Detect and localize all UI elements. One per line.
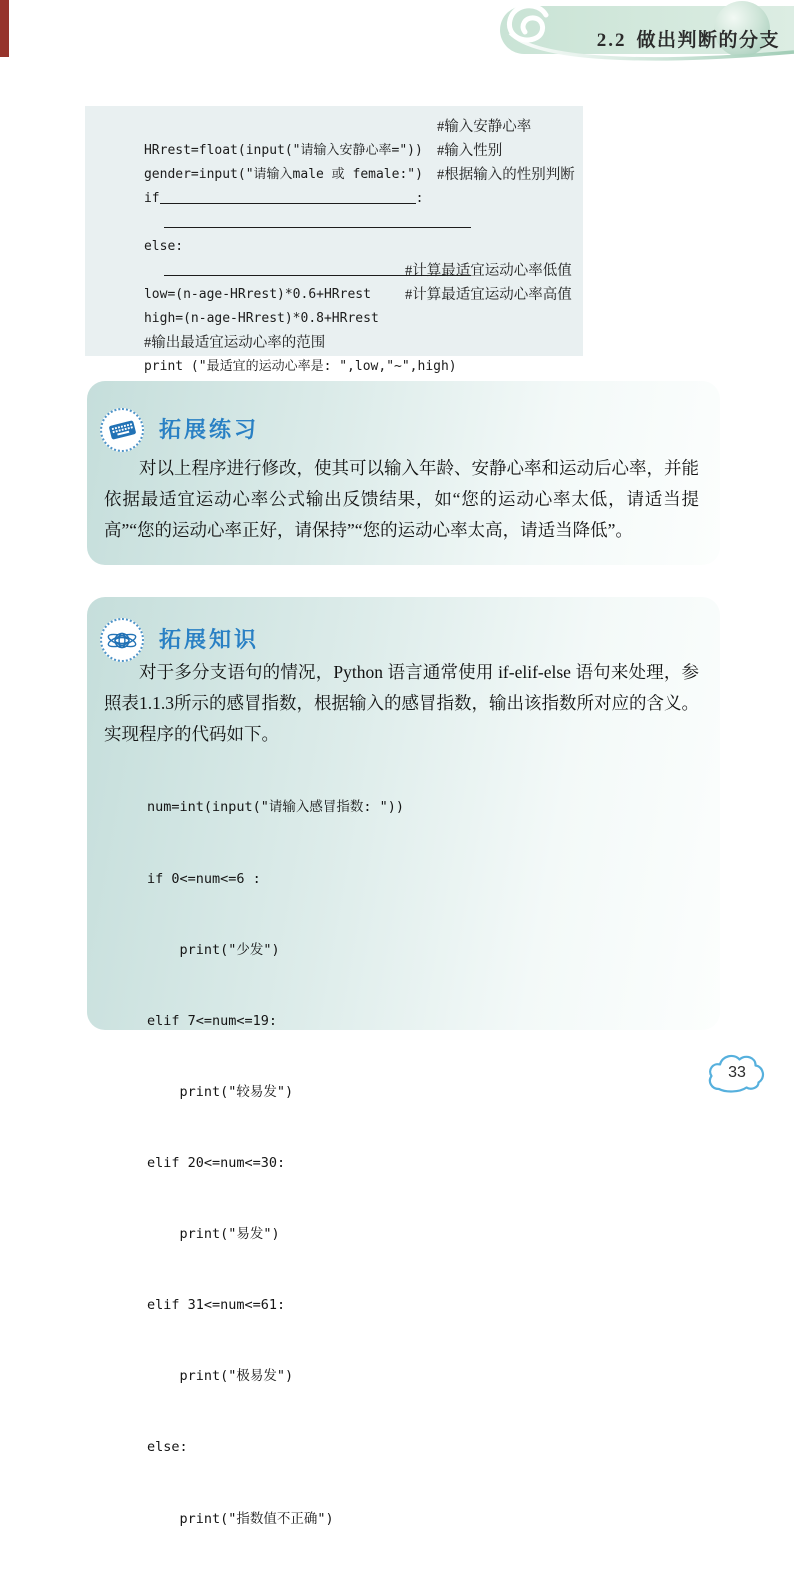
section-number: 2.2 bbox=[596, 30, 627, 51]
section-title bbox=[597, 25, 780, 52]
globe-orbit-icon bbox=[106, 627, 138, 654]
practice-body-text: 对以上程序进行修改，使其可以输入年龄、安静心率和运动后心率，并能依据最适宜运动心率公式输出反馈结果，如“您的运动心率太低，请适当提高”“您的运动心率正好，请保持”“您的运动心率太高，请适当降低”。 bbox=[104, 458, 699, 540]
code-text: else: bbox=[143, 239, 184, 254]
code-line bbox=[97, 283, 583, 326]
practice-title: 拓展练习 bbox=[159, 417, 260, 442]
code-comment: #根据输入的性别判断 bbox=[437, 167, 575, 183]
code-line: if 0<=num<=6 : bbox=[147, 870, 261, 887]
code-line: print("极易发") bbox=[147, 1368, 294, 1385]
code-comment: #计算最适宜运动心率低值 bbox=[405, 263, 572, 279]
code-comment: #输出最适宜运动心率的范围 bbox=[143, 335, 326, 351]
practice-icon-badge bbox=[100, 408, 144, 452]
code-comment: #输入安静心率 bbox=[437, 119, 532, 135]
knowledge-icon-badge bbox=[100, 618, 144, 662]
flu-index-code-block bbox=[147, 749, 404, 1579]
code-line bbox=[97, 235, 583, 259]
code-line: elif 20<=num<=30: bbox=[147, 1154, 286, 1171]
code-line: print("易发") bbox=[147, 1226, 280, 1243]
code-text: HRrest=float(input("请输入安静心率=")) bbox=[143, 143, 423, 158]
code-text: if bbox=[143, 191, 160, 206]
knowledge-title: 拓展知识 bbox=[159, 627, 260, 652]
page-number-cloud bbox=[704, 1049, 770, 1101]
corner-red-mark bbox=[0, 0, 9, 57]
code-line: print("较易发") bbox=[147, 1083, 294, 1100]
practice-section bbox=[87, 381, 720, 565]
code-line: num=int(input("请输入感冒指数: ")) bbox=[147, 799, 405, 816]
code-text: low=(n-age-HRrest)*0.6+HRrest bbox=[143, 287, 371, 302]
code-comment: #输入性别 bbox=[437, 143, 503, 159]
code-line: print("少发") bbox=[147, 941, 280, 958]
code-text: gender=input("请输入male 或 female:") bbox=[143, 167, 423, 182]
page-number: 33 bbox=[728, 1064, 746, 1081]
code-line bbox=[97, 331, 583, 374]
knowledge-body-text: 对于多分支语句的情况，Python 语言通常使用 if-elif-else 语句来处理，参照表1.1.3所示的感冒指数，根据输入的感冒指数，输出该指数所对应的含义。实现程序的代码如下。 bbox=[104, 662, 699, 744]
code-line: elif 7<=num<=19: bbox=[147, 1012, 278, 1029]
code-line: else: bbox=[147, 1439, 188, 1456]
code-comment: #计算最适宜运动心率高值 bbox=[405, 287, 572, 303]
keyboard-icon bbox=[106, 417, 137, 443]
code-line bbox=[97, 187, 583, 211]
code-line bbox=[97, 211, 583, 254]
code-line bbox=[97, 307, 583, 351]
code-text: print ("最适宜的运动心率是: ",low,"~",high) bbox=[143, 359, 457, 374]
code-text: high=(n-age-HRrest)*0.8+HRrest bbox=[143, 311, 379, 326]
knowledge-section bbox=[87, 597, 720, 1527]
code-line: elif 31<=num<=61: bbox=[147, 1297, 286, 1314]
code-line: print("指数值不正确") bbox=[147, 1510, 334, 1527]
code-line bbox=[97, 163, 583, 206]
hr-code-block bbox=[85, 106, 583, 374]
section-header bbox=[494, 0, 794, 74]
code-text: : bbox=[415, 191, 424, 206]
section-title-text: 做出判断的分支 bbox=[636, 30, 780, 51]
